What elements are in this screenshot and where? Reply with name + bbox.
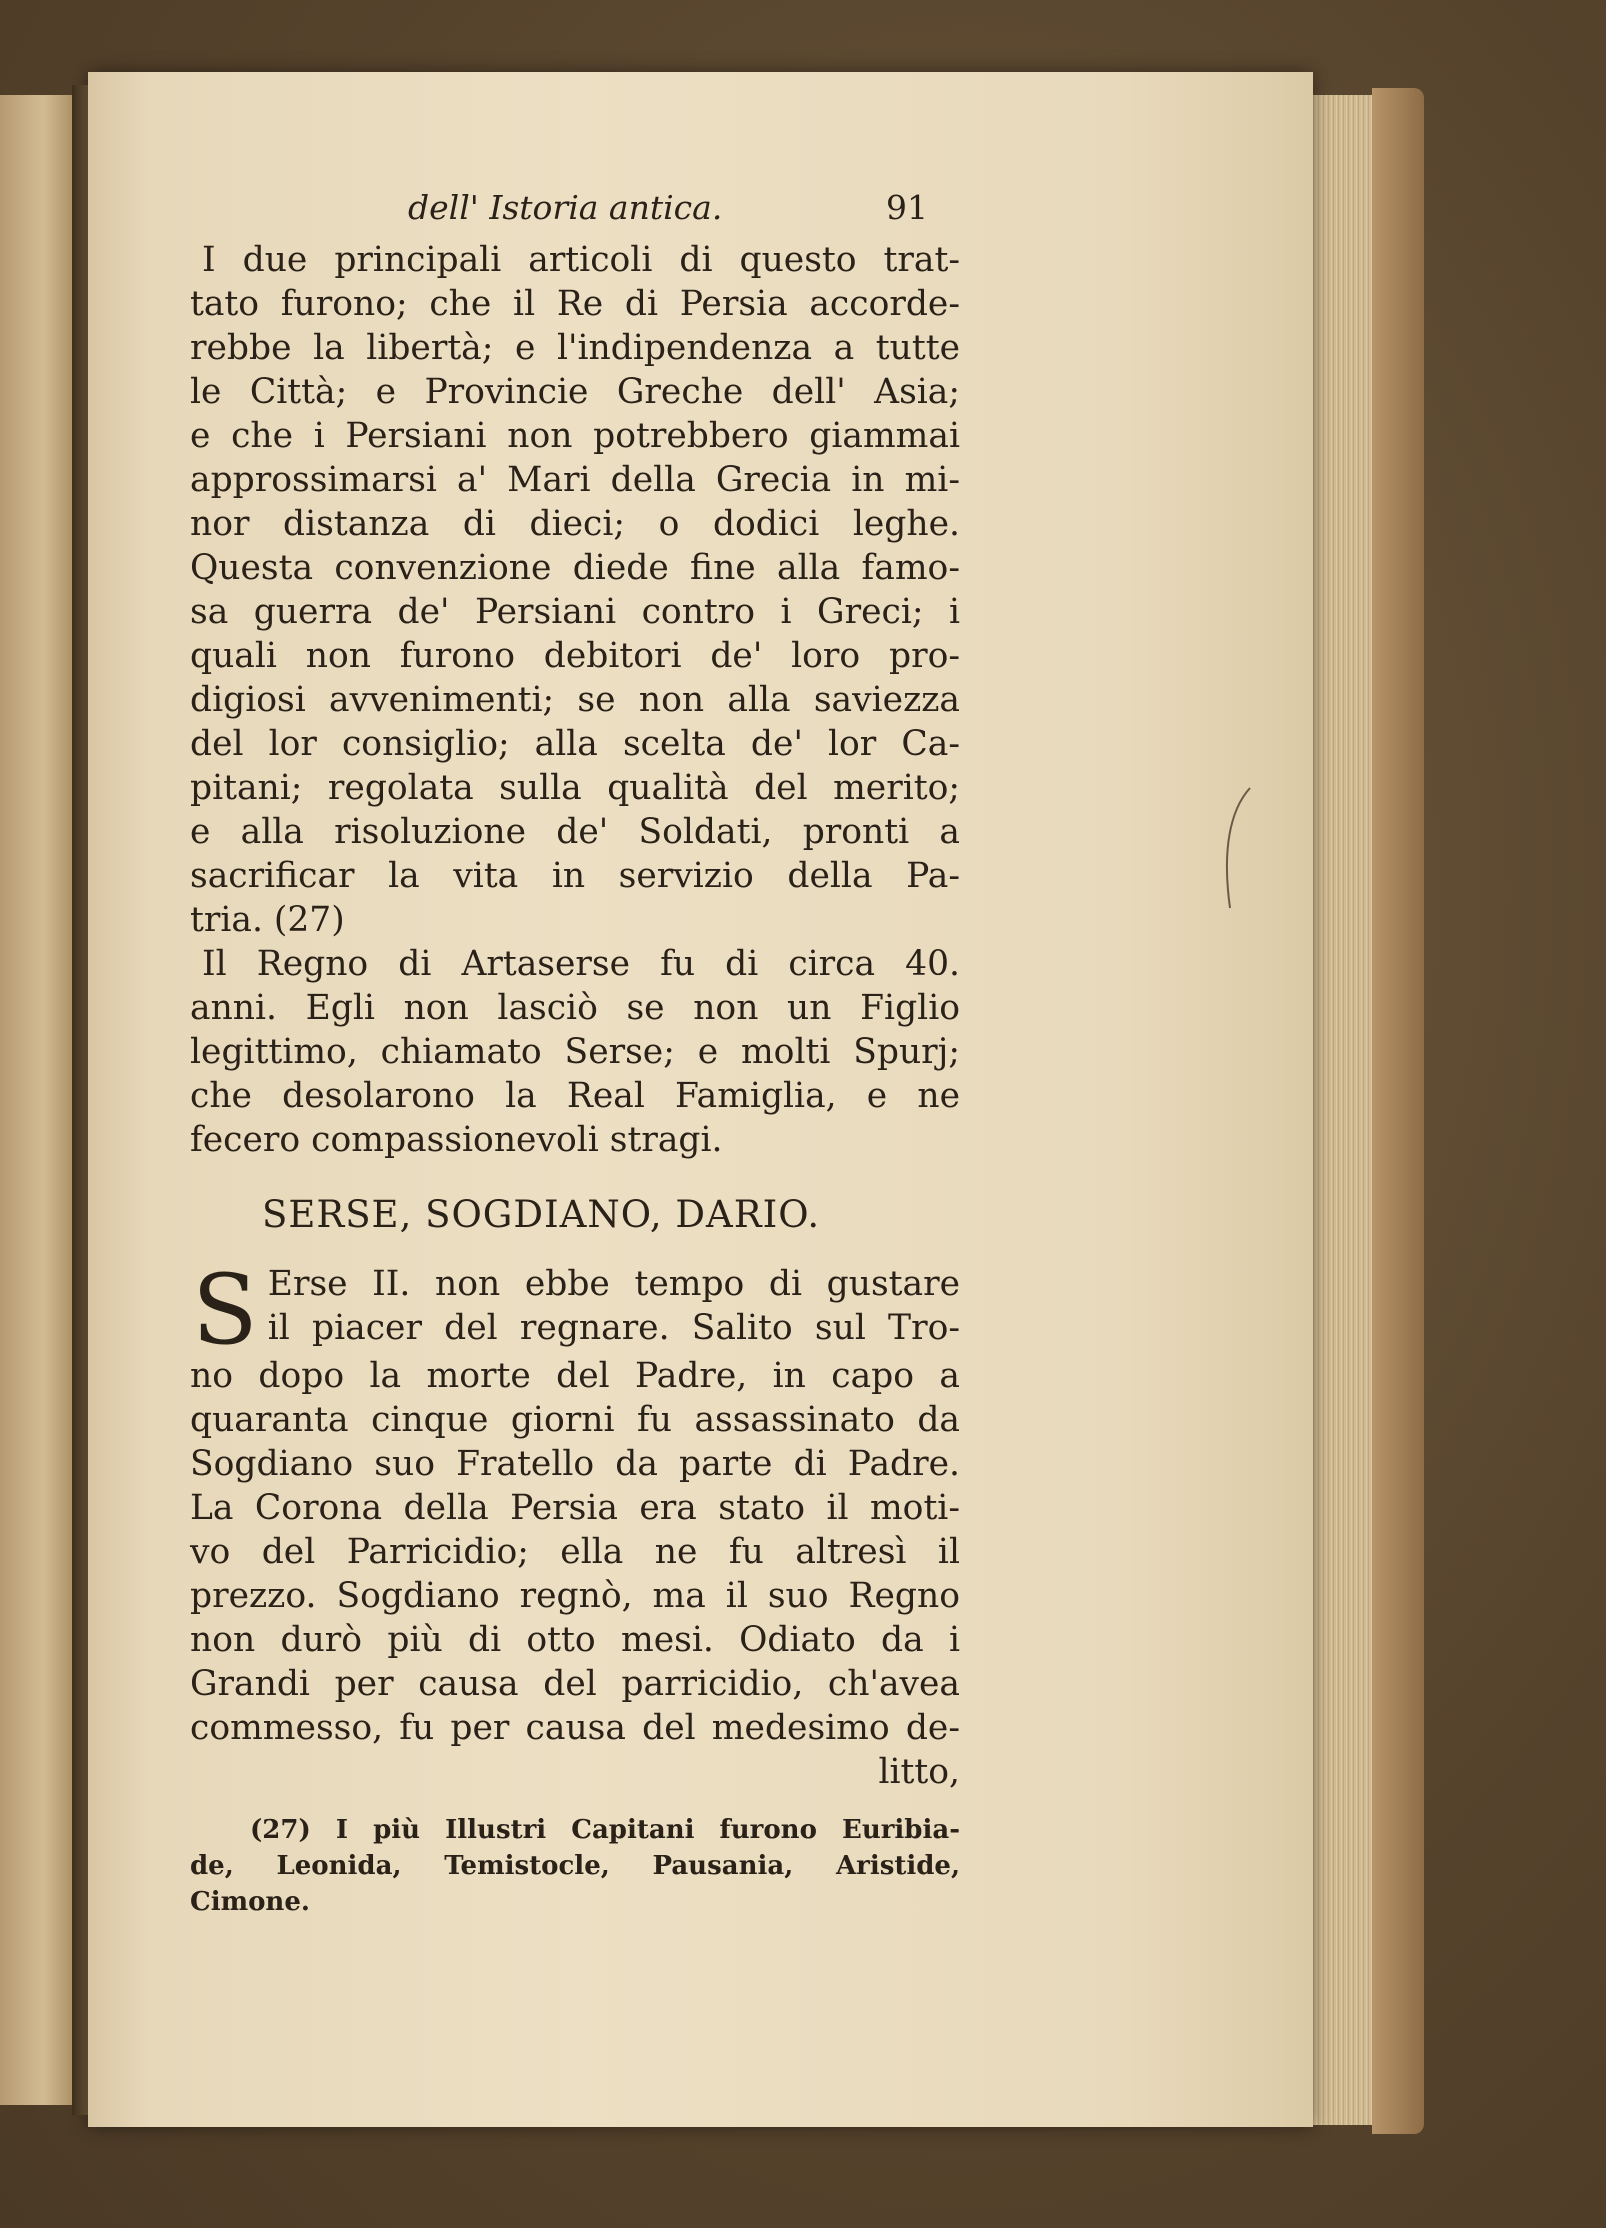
text-line: tria. (27): [190, 900, 345, 940]
text-line: che desolarono la Real Famiglia, e ne: [190, 1076, 960, 1116]
text-line: quali non furono debitori de' loro pro-: [190, 636, 960, 676]
text-line: legittimo, chiamato Serse; e molti Spurj;: [190, 1032, 960, 1072]
footnote-line: de, Leonida, Temistocle, Pausania, Aristide,: [190, 1851, 960, 1881]
text-line: rebbe la libertà; e l'indipendenza a tutte: [190, 328, 960, 368]
margin-mark: [1200, 780, 1260, 920]
page-number: 91: [886, 188, 928, 227]
text-line: prezzo. Sogdiano regnò, ma il suo Regno: [190, 1576, 960, 1616]
text-line: Il Regno di Artaserse fu di circa 40.: [202, 944, 960, 984]
running-head-title: dell' Istoria antica.: [408, 188, 723, 227]
paragraph-3: [190, 1254, 960, 1794]
text-line: quaranta cinque giorni fu assassinato da: [190, 1400, 960, 1440]
paragraph-2: [190, 942, 960, 1162]
text-line: tato furono; che il Re di Persia accorde-: [190, 284, 960, 324]
catchword: litto,: [878, 1752, 960, 1792]
text-line: Questa convenzione diede fine alla famo-: [190, 548, 960, 588]
text-line: e alla risoluzione de' Soldati, pronti a: [190, 812, 960, 852]
section-title: SERSE, SOGDIANO, DARIO.: [262, 1193, 821, 1236]
drop-cap: S: [192, 1254, 258, 1366]
text-line: commesso, fu per causa del medesimo de-: [190, 1708, 960, 1748]
text-line: non durò più di otto mesi. Odiato da i: [190, 1620, 960, 1660]
text-line: pitani; regolata sulla qualità del merito;: [190, 768, 960, 808]
text-line: Grandi per causa del parricidio, ch'avea: [190, 1664, 960, 1704]
text-line: fecero compassionevoli stragi.: [190, 1120, 723, 1160]
text-line: sa guerra de' Persiani contro i Greci; i: [190, 592, 960, 632]
left-page-edge: [0, 95, 80, 2105]
book-cover-edge: [1372, 88, 1424, 2134]
text-line: Sogdiano suo Fratello da parte di Padre.: [190, 1444, 960, 1484]
text-line: anni. Egli non lasciò se non un Figlio: [190, 988, 960, 1028]
text-line: del lor consiglio; alla scelta de' lor Ca-: [190, 724, 960, 764]
footnote-line: Cimone.: [190, 1887, 310, 1917]
text-line: no dopo la morte del Padre, in capo a: [190, 1356, 960, 1396]
text-line: le Città; e Provincie Greche dell' Asia;: [190, 372, 960, 412]
text-line: digiosi avvenimenti; se non alla saviezza: [190, 680, 960, 720]
running-head: [190, 182, 960, 238]
text-line: il piacer del regnare. Salito sul Tro-: [267, 1308, 960, 1348]
page-text: [190, 182, 960, 1920]
text-line: La Corona della Persia era stato il moti-: [190, 1488, 960, 1528]
text-line: Erse II. non ebbe tempo di gustare: [267, 1264, 960, 1304]
footnote: [190, 1812, 960, 1920]
text-line: approssimarsi a' Mari della Grecia in mi-: [190, 460, 960, 500]
text-line: e che i Persiani non potrebbero giammai: [190, 416, 960, 456]
paragraph-1: [190, 238, 960, 942]
text-line: vo del Parricidio; ella ne fu altresì il: [190, 1532, 960, 1572]
text-line: nor distanza di dieci; o dodici leghe.: [190, 504, 960, 544]
text-line: sacrificar la vita in servizio della Pa-: [190, 856, 960, 896]
footnote-line: (27) I più Illustri Capitani furono Euribia-: [250, 1815, 960, 1845]
text-line: I due principali articoli di questo trat-: [202, 240, 960, 280]
